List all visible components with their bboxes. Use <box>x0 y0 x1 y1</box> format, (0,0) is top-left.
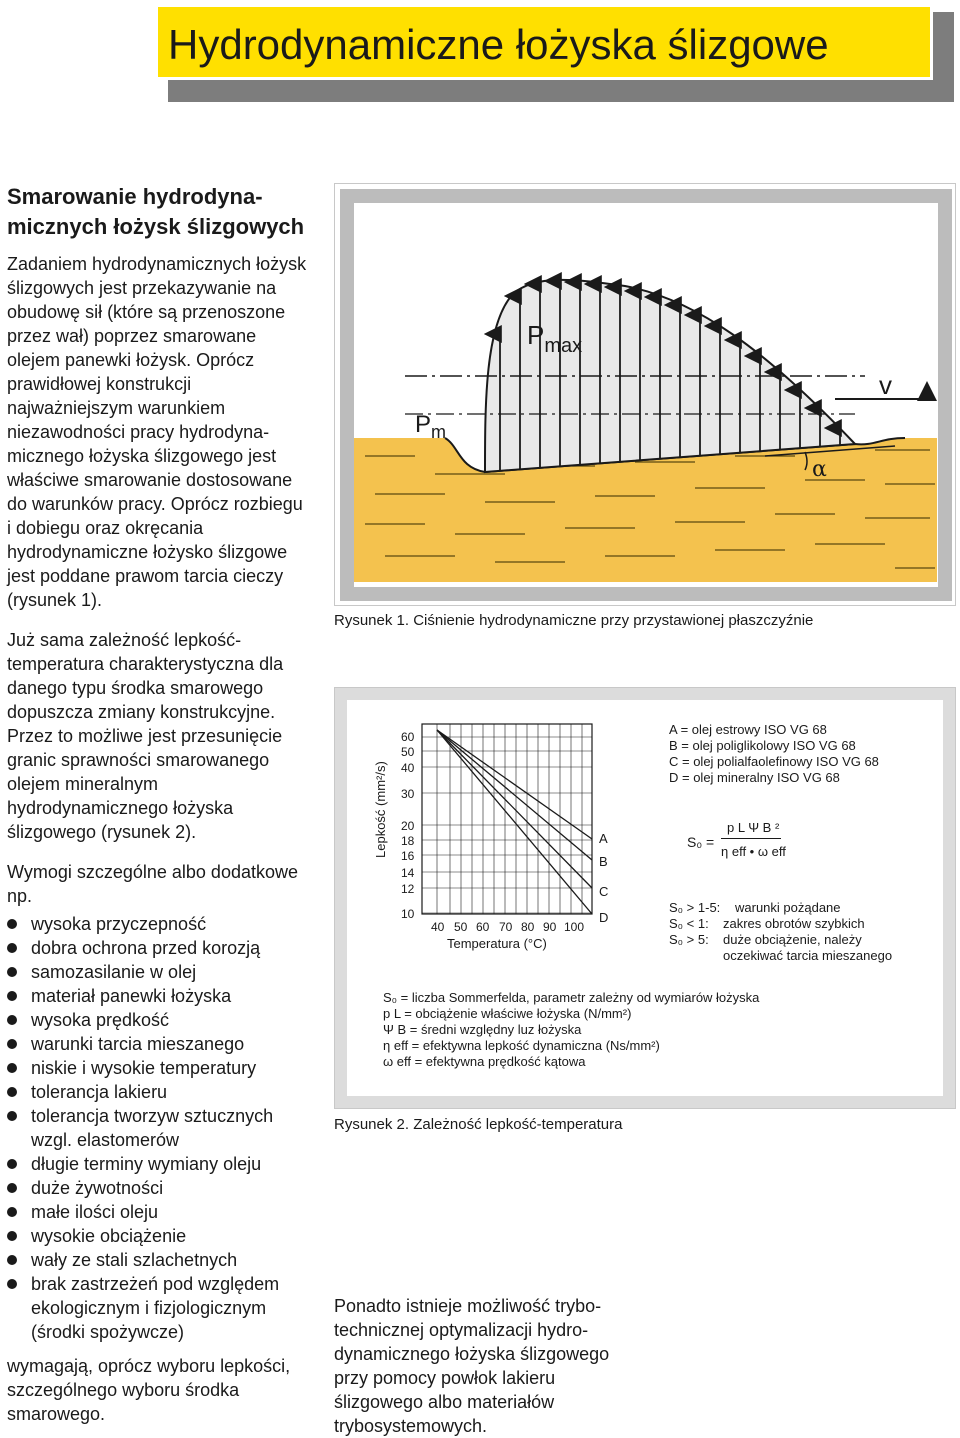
list-item: warunki tarcia mieszanego <box>7 1032 307 1056</box>
range-key: S₀ > 5: <box>669 932 709 947</box>
list-item: wysoka przyczepność <box>7 912 307 936</box>
definition-s0: S₀ = liczba Sommerfelda, parametr zależny od wymiarów łożyska <box>383 990 760 1005</box>
requirements-list <box>7 912 307 1344</box>
definition-omega: ω eff = efektywna prędkość kątowa <box>383 1054 586 1069</box>
page-title: Hydrodynamiczne łożyska ślizgowe <box>168 21 829 68</box>
list-item: samozasilanie w olej <box>7 960 307 984</box>
list-item: materiał panewki łożyska <box>7 984 307 1008</box>
label-pm: $P_m$ <box>415 411 447 442</box>
section-heading: Smarowanie hydrodynamicznych łożysk ślizgowych <box>7 184 305 239</box>
list-item: niskie i wysokie temperatury <box>7 1056 307 1080</box>
formula-lhs: S₀ = <box>687 834 715 850</box>
range-value: zakres obrotów szybkich <box>723 916 865 931</box>
list-item: tolerancja tworzyw sztucznych wzgl. elastomerów <box>7 1104 307 1152</box>
chart-plot-area <box>422 724 592 914</box>
x-tick: 50 <box>454 920 468 934</box>
x-tick: 40 <box>431 920 445 934</box>
paragraph-closing: wymagają, oprócz wyboru lepkości, szczególnego wyboru środka smarowego. <box>7 1356 291 1424</box>
x-tick: 80 <box>521 920 535 934</box>
left-column <box>7 182 307 1426</box>
list-item: duże żywotności <box>7 1176 307 1200</box>
figure-2-inner <box>347 700 943 1096</box>
formula-denominator: η eff • ω eff <box>721 844 786 859</box>
figure-1-caption: Rysunek 1. Ciśnienie hydrodynamiczne przy przystawionej płaszczyźnie <box>334 612 814 629</box>
formula-numerator: p L Ψ B ² <box>727 820 780 835</box>
title-banner <box>155 4 933 80</box>
y-tick: 60 <box>401 730 415 744</box>
range-key: S₀ > 1-5: <box>669 900 721 915</box>
x-tick: 100 <box>564 920 585 934</box>
range-value: oczekiwać tarcia mieszanego <box>723 948 893 963</box>
y-tick: 20 <box>401 819 415 833</box>
pressure-diagram-svg <box>335 184 955 605</box>
curve-label-d: D <box>599 910 609 925</box>
y-tick: 30 <box>401 787 415 801</box>
range-value: duże obciążenie, należy <box>723 932 862 947</box>
range-key: S₀ < 1: <box>669 916 709 931</box>
list-item: wysoka prędkość <box>7 1008 307 1032</box>
y-tick: 50 <box>401 745 415 759</box>
formula-fraction-bar <box>721 838 781 839</box>
range-value: warunki pożądane <box>735 900 841 915</box>
list-item: tolerancja lakieru <box>7 1080 307 1104</box>
x-tick: 60 <box>476 920 490 934</box>
definition-eta: η eff = efektywna lepkość dynamiczna (Ns/mm²) <box>383 1038 660 1053</box>
paragraph-requirements: Wymogi szczególne albo dodatkowe np. <box>7 862 298 906</box>
list-item: brak zastrzeżeń pod względem ekologicznym i fizjologicznym (środki spożywcze) <box>7 1272 307 1344</box>
definition-pl: p L = obciążenie właściwe łożyska (N/mm²) <box>383 1006 632 1021</box>
legend-item-a: A = olej estrowy ISO VG 68 <box>669 722 827 737</box>
x-tick: 90 <box>543 920 557 934</box>
legend-item-b: B = olej poliglikolowy ISO VG 68 <box>669 738 856 753</box>
y-tick: 16 <box>401 849 415 863</box>
paragraph-viscosity: Już sama zależność lepkość-temperatura charakterystyczna dla danego typu środka smarowego dopuszcza zmiany konstrukcyjne. Przez to możliwe jest przesunięcie granic sprawności smarowanego olejem mineralnym hydrodynamicznego łożyska ślizgowego (rysunek 2). <box>7 630 284 842</box>
curve-label-c: C <box>599 884 609 899</box>
y-axis-label: Lepkość (mm²/s) <box>373 761 388 858</box>
curve-label-b: B <box>599 854 608 869</box>
y-tick: 14 <box>401 866 415 880</box>
figure-2-viscosity-chart <box>334 687 956 1109</box>
figure-2-caption: Rysunek 2. Zależność lepkość-temperatura <box>334 1116 623 1133</box>
definition-psi: Ψ B = średni względny luz łożyska <box>383 1022 582 1037</box>
list-item: długie terminy wymiany oleju <box>7 1152 307 1176</box>
right-column-text <box>334 1294 634 1438</box>
list-item: wały ze stali szlachetnych <box>7 1248 307 1272</box>
paragraph-intro: Zadaniem hydrodynamicznych łożysk ślizgowych jest przekazywanie na obudowę sił (które są przenoszone przez wał) poprzez smarowane olejem panewki łożysk. Oprócz prawidłowej konstrukcji najważniejszym warunkiem niezawodności pracy hydrodynamicznego łożyska ślizgowego jest właściwe smarowanie dostosowane do warunków pracy. Oprócz rozbiegu i dobiegu oraz okręcania hydrodynamiczne łożysko ślizgowe jest poddane prawom tarcia cieczy (rysunek 1). <box>7 254 307 610</box>
list-item: małe ilości oleju <box>7 1200 307 1224</box>
y-tick: 40 <box>401 761 415 775</box>
label-alpha: α <box>812 457 827 482</box>
paragraph-optimization: Ponadto istnieje możliwość trybotechnicznej optymalizacji hydrodynamicznego łożyska ślizgowego przy pomocy powłok lakieru ślizgowego albo materiałów trybosystemowych. <box>334 1296 610 1436</box>
x-tick: 70 <box>499 920 513 934</box>
list-item: dobra ochrona przed korozją <box>7 936 307 960</box>
curve-label-a: A <box>599 831 608 846</box>
x-axis-label: Temperatura (°C) <box>447 936 547 951</box>
list-item: wysokie obciążenie <box>7 1224 307 1248</box>
y-tick: 18 <box>401 834 415 848</box>
y-tick: 12 <box>401 882 415 896</box>
legend-item-c: C = olej polialfaolefinowy ISO VG 68 <box>669 754 879 769</box>
figure-1-pressure-diagram <box>334 183 956 606</box>
label-pmax: $P_{max}$ <box>527 320 583 357</box>
legend-item-d: D = olej mineralny ISO VG 68 <box>669 770 840 785</box>
label-velocity: v <box>879 370 892 400</box>
y-tick: 10 <box>401 907 415 921</box>
